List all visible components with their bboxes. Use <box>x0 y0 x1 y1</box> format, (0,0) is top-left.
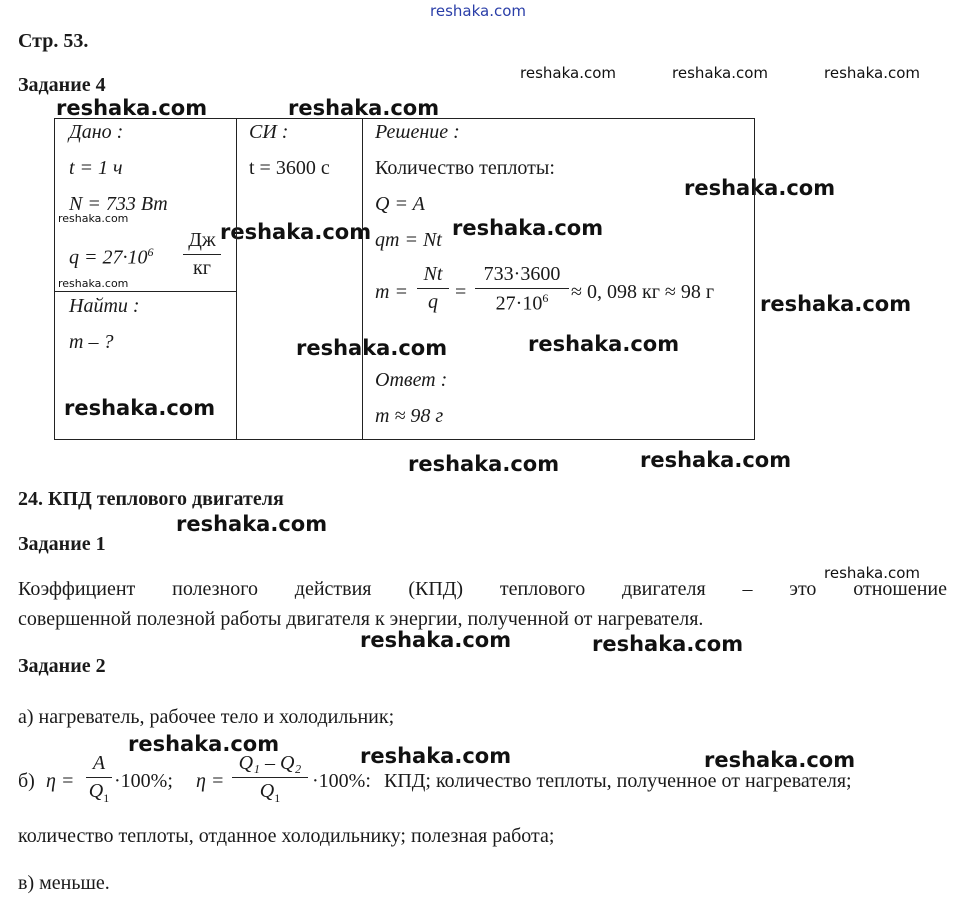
watermark: reshaka.com <box>704 748 856 772</box>
watermark: reshaka.com <box>296 336 448 360</box>
given-N: N = 733 Вт <box>69 193 168 215</box>
watermark: reshaka.com <box>288 96 440 120</box>
watermark: reshaka.com <box>64 396 216 420</box>
item-b-pct1: ·100%; <box>114 770 173 792</box>
watermark: reshaka.com <box>684 176 836 200</box>
watermark: reshaka.com <box>408 452 560 476</box>
page-reference: Стр. 53. <box>18 30 89 52</box>
answer-value: m ≈ 98 г <box>375 405 444 427</box>
formula-result: ≈ 0, 098 кг ≈ 98 г <box>571 281 715 303</box>
item-b-continuation: количество теплоты, отданное холодильнику; полезная работа; <box>18 825 555 847</box>
given-label: Дано : <box>69 121 124 143</box>
watermark: reshaka.com <box>176 512 328 536</box>
formula-frac2: 733·3600 $27\cdot 10^6$ <box>475 263 569 316</box>
task2-title: Задание 2 <box>18 655 106 677</box>
watermark: reshaka.com <box>824 64 920 82</box>
watermark: reshaka.com <box>360 628 512 652</box>
si-label: СИ : <box>249 121 289 143</box>
item-a: а) нагреватель, рабочее тело и холодильник; <box>18 706 395 728</box>
item-c: в) меньше. <box>18 872 110 894</box>
item-b-frac2: Q₁ – Q₂ $Q_1$ <box>232 752 308 806</box>
watermark: reshaka.com <box>452 216 604 240</box>
watermark: reshaka.com <box>640 448 792 472</box>
watermark-top: reshaka.com <box>430 2 526 20</box>
watermark: reshaka.com <box>760 292 912 316</box>
watermark: reshaka.com <box>58 212 129 225</box>
task1-line2: совершенной полезной работы двигателя к энергии, полученной от нагревателя. <box>18 608 704 630</box>
solution-label: Решение : <box>375 121 460 143</box>
watermark: reshaka.com <box>56 96 208 120</box>
si-t: t = 3600 с <box>249 157 330 179</box>
item-b-eta1: η = <box>46 770 75 792</box>
watermark: reshaka.com <box>592 632 744 656</box>
find-label: Найти : <box>69 295 140 317</box>
watermark: reshaka.com <box>520 64 616 82</box>
item-b-frac1: A $Q_1$ <box>86 752 112 806</box>
item-b-eta2: η = <box>196 770 225 792</box>
task4-table <box>54 118 755 440</box>
find-m: m – ? <box>69 331 114 353</box>
item-b-prefix: б) <box>18 770 35 792</box>
formula-m: m = <box>375 281 408 303</box>
watermark: reshaka.com <box>824 564 920 582</box>
task4-title: Задание 4 <box>18 74 106 96</box>
task1-line1: Коэффициент полезного действия (КПД) теплового двигателя – это отношение <box>18 578 947 600</box>
watermark: reshaka.com <box>58 277 129 290</box>
given-t: t = 1 ч <box>69 157 123 179</box>
watermark: reshaka.com <box>528 332 680 356</box>
watermark: reshaka.com <box>220 220 372 244</box>
section24-title: 24. КПД теплового двигателя <box>18 488 284 510</box>
solution-line2: Q = A <box>375 193 425 215</box>
item-b-text: КПД; количество теплоты, полученное от нагревателя; <box>384 770 852 792</box>
solution-line1: Количество теплоты: <box>375 157 555 179</box>
item-b-pct2: ·100%: <box>312 770 371 792</box>
watermark: reshaka.com <box>672 64 768 82</box>
given-q: $q = 27\cdot 10^6$ <box>69 245 154 269</box>
given-q-unit: Дж кг <box>183 229 221 280</box>
formula-eq: = <box>455 281 467 303</box>
watermark: reshaka.com <box>360 744 512 768</box>
task1-title: Задание 1 <box>18 533 106 555</box>
answer-label: Ответ : <box>375 369 448 391</box>
watermark: reshaka.com <box>128 732 280 756</box>
solution-line3: qm = Nt <box>375 229 442 251</box>
formula-frac1: Nt q <box>417 263 449 314</box>
